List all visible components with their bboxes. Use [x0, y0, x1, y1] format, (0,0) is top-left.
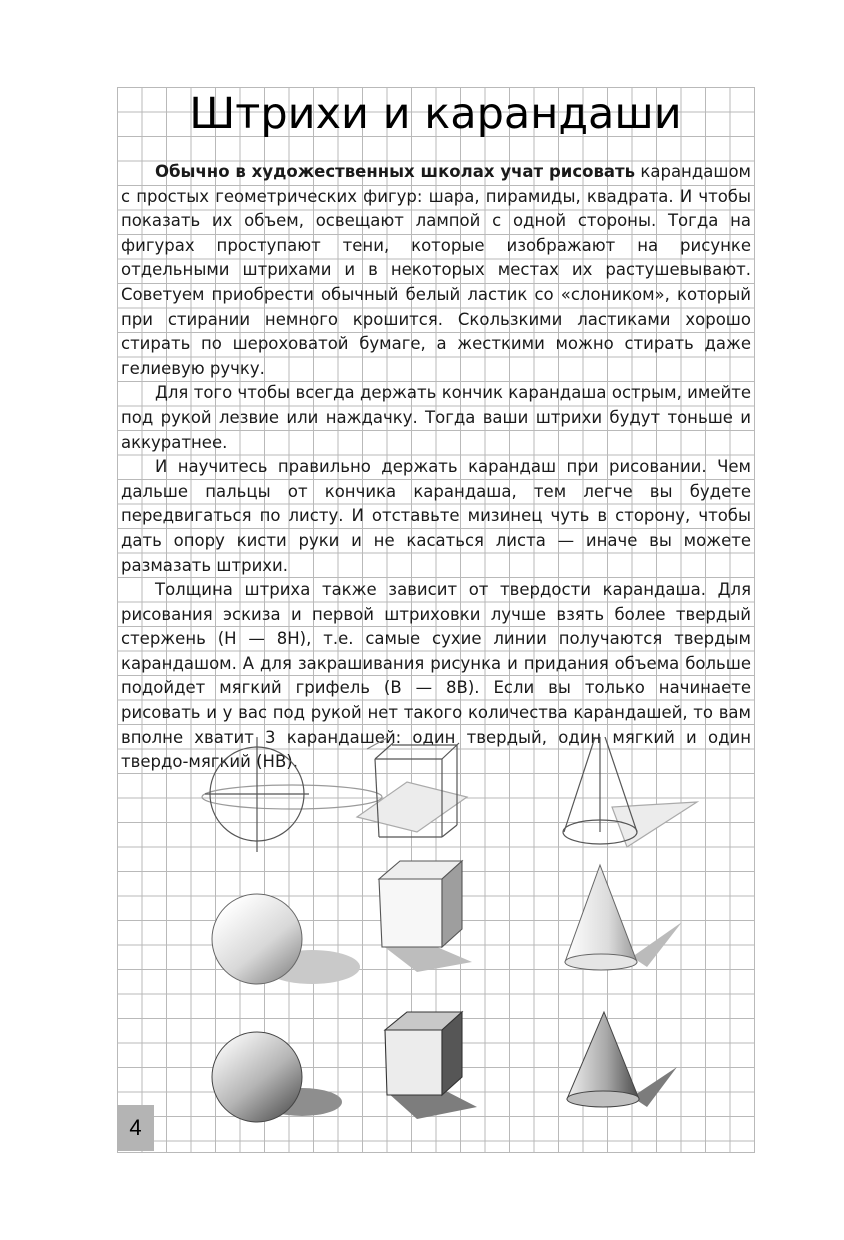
- cone-light: [565, 865, 682, 970]
- sphere-sketch: [202, 737, 382, 852]
- paragraph-text: карандашом с простых геометрических фигур: шара, пирамиды, квадрата. И чтобы показать их объем, освещают лампой с одной стороны. Тогда на фигурах проступают тени, которые изображают на рисунке отдельными штрихами и в некоторых местах их растушевывают. Советуем приобрести обычный белый ластик со «слоником», который при стирании немного крошится. Скользкими ластиками хорошо стирать по шероховатой бумаге, а жесткими можно стирать даже гелиевую ручку.: [121, 162, 751, 378]
- cube-light: [379, 861, 472, 972]
- article-body: [121, 160, 751, 775]
- paragraph: И научитесь правильно держать карандаш при рисовании. Чем дальше пальцы от кончика карандаша, тем легче вы будете передвигаться по листу. И отставьте мизинец чуть в сторону, чтобы дать опору кисти руки и не касаться листа — иначе вы можете размазать штрихи.: [121, 457, 751, 575]
- lead-text: Обычно в художественных школах учат рисовать: [155, 162, 636, 181]
- cone-dark: [567, 1012, 677, 1107]
- cube-sketch: [357, 737, 467, 837]
- cone-sketch: [563, 737, 697, 847]
- shape-drawings: [117, 737, 754, 1147]
- cube-dark: [385, 1012, 477, 1119]
- grid-page: [117, 87, 755, 1153]
- page-title: Штрихи и карандаши: [189, 89, 682, 139]
- page-number: 4: [117, 1105, 154, 1151]
- paragraph: [121, 160, 751, 381]
- sphere-light: [212, 894, 360, 984]
- sphere-dark: [212, 1032, 342, 1122]
- paragraph: Толщина штриха также зависит от твердости карандаша. Для рисования эскиза и первой штриховки лучше взять более твердый стержень (H — 8H), т.е. самые сухие линии получаются твердым карандашом. А для закрашивания рисунка и придания объема больше подойдет мягкий грифель (B — 8B). Если вы только начинаете рисовать и у вас под рукой нет такого количества карандашей, то вам вполне хватит 3 карандашей: один твердый, один мягкий и один твердо-мягкий (HB).: [121, 580, 751, 772]
- paragraph: Для того чтобы всегда держать кончик карандаша острым, имейте под рукой лезвие или наждачку. Тогда ваши штрихи будут тоньше и аккуратнее.: [121, 383, 751, 452]
